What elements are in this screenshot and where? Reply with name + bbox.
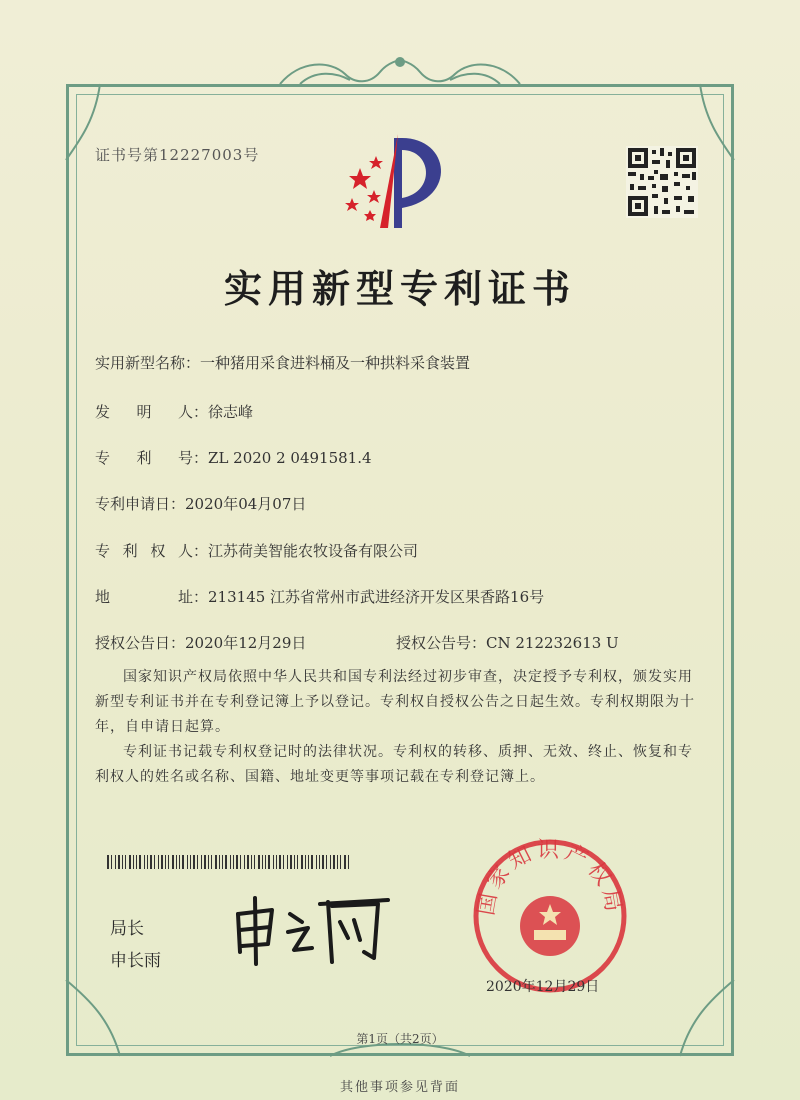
barcode-bar — [276, 855, 277, 869]
utility-model-name-label: 实用新型名称： — [95, 354, 201, 372]
barcode-bar — [165, 855, 166, 869]
patent-number-value: ZL 2020 2 0491581.4 — [208, 449, 372, 467]
barcode-bar — [340, 855, 341, 869]
barcode-bar — [125, 855, 126, 869]
patentee-label-char: 利 — [122, 542, 138, 560]
barcode-bar — [265, 855, 266, 869]
barcode-bar — [258, 855, 260, 869]
barcode-bar — [144, 855, 145, 869]
barcode-bar — [136, 855, 137, 869]
barcode-bar — [251, 855, 252, 869]
barcode-bar — [348, 855, 349, 869]
application-date-row — [95, 493, 306, 514]
inventor-label-char: 发 — [95, 403, 111, 421]
barcode-bar — [168, 855, 169, 869]
utility-model-name-row — [95, 352, 470, 373]
barcode-bar — [330, 855, 331, 869]
application-date-value: 2020年04月07日 — [185, 495, 307, 513]
barcode-bar — [225, 855, 227, 869]
barcode-bar — [111, 855, 112, 869]
patent-label-char: 利 — [136, 449, 152, 467]
barcode-bar — [147, 855, 148, 869]
official-seal-icon — [470, 836, 630, 996]
inventor-label-char: 人 — [177, 403, 193, 421]
barcode-bar — [308, 855, 309, 869]
barcode-bar — [122, 855, 123, 869]
barcode-bar — [305, 855, 306, 869]
certificate-title: 实用新型专利证书 — [223, 266, 576, 311]
barcode-bar — [262, 855, 263, 869]
grant-number-row — [396, 632, 619, 653]
patentee-label-char: 权 — [150, 542, 166, 560]
director-title: 局长 — [110, 919, 144, 939]
page-number: 第1页（共2页） — [356, 1032, 444, 1046]
inventor-label-char: 明 — [136, 403, 152, 421]
barcode-bar — [297, 855, 298, 869]
grant-date-value: 2020年12月29日 — [185, 634, 307, 652]
patent-number-row: 专 利 号 ：ZL 2020 2 0491581.4 — [95, 449, 372, 467]
barcode-bar — [316, 855, 317, 869]
barcode-bar — [154, 855, 155, 869]
patentee-row: 专 利 权 人 ：江苏荷美智能农牧设备有限公司 — [95, 542, 419, 560]
barcode-bar — [215, 855, 217, 869]
footer-note: 其他事项参见背面 — [339, 1080, 460, 1095]
barcode-bar — [197, 855, 198, 869]
barcode-bar — [118, 855, 120, 869]
barcode-bar — [290, 855, 292, 869]
barcode-bar — [273, 855, 274, 869]
address-value: 213145 江苏省常州市武进经济开发区果香路16号 — [208, 588, 545, 606]
patentee-label — [95, 540, 193, 561]
barcode-bar — [172, 855, 174, 869]
address-label — [95, 586, 193, 607]
utility-model-name-value: 一种猪用采食进料桶及一种拱料采食装置 — [200, 354, 471, 372]
barcode-bar — [158, 855, 159, 869]
barcode-bar — [179, 855, 180, 869]
application-date-label: 专利申请日： — [95, 495, 186, 513]
director-name: 申长雨 — [110, 951, 161, 971]
barcode-bar — [333, 855, 335, 869]
barcode-bar — [139, 855, 141, 869]
grant-date-row — [95, 632, 306, 653]
barcode-bar — [176, 855, 177, 869]
barcode-bar — [287, 855, 288, 869]
address-row: 地 址 ：213145 江苏省常州市武进经济开发区果香路16号 — [95, 588, 545, 606]
barcode-bar — [211, 855, 212, 869]
barcode-bar — [187, 855, 188, 869]
barcode-bar — [201, 855, 202, 869]
barcode-bar — [326, 855, 327, 869]
legal-paragraph-1: 国家知识产权局依照中华人民共和国专利法经过初步审查，决定授予专利权，颁发实用新型专利证书并在专利登记簿上予以登记。专利权自授权公告之日起生效。专利权期限为十年，自申请日起算。 — [95, 669, 695, 735]
barcode-bar — [219, 855, 220, 869]
grant-number-value: CN 212232613 U — [486, 634, 619, 652]
grant-number-label: 授权公告号： — [396, 634, 487, 652]
address-label-char: 址 — [177, 588, 193, 606]
patentee-label-char: 专 — [95, 542, 111, 560]
patent-label-char: 专 — [95, 449, 111, 467]
barcode-bar — [254, 855, 255, 869]
barcode-bar — [107, 855, 109, 869]
barcode-bar — [244, 855, 245, 869]
barcode-bar — [301, 855, 303, 869]
barcode-bar — [182, 855, 184, 869]
barcode-bar — [230, 855, 231, 869]
barcode-bar — [283, 855, 284, 869]
barcode-bar — [150, 855, 152, 869]
inventor-value: 徐志峰 — [208, 403, 254, 421]
address-label-char: 地 — [95, 588, 111, 606]
inventor-row: 发 明 人 ：徐志峰 — [95, 403, 254, 421]
svg-text:国家知识产权局: 国家知识产权局 — [473, 838, 627, 918]
patentee-label-char: 人 — [177, 542, 193, 560]
barcode-bar — [190, 855, 191, 869]
patent-label-char: 号 — [177, 449, 193, 467]
barcode-bar — [233, 855, 234, 869]
barcode-bar — [294, 855, 295, 869]
legal-paragraph-2: 专利证书记载专利权登记时的法律状况。专利权的转移、质押、无效、终止、恢复和专利权人的姓名或名称、国籍、地址变更等事项记载在专利登记簿上。 — [95, 744, 693, 785]
barcode-bar — [319, 855, 320, 869]
qr-code-icon — [626, 146, 698, 218]
director-signature-icon — [228, 892, 398, 972]
patent-number-label — [95, 447, 193, 468]
barcode-bar — [208, 855, 209, 869]
barcode-bar — [240, 855, 241, 869]
barcode-bar — [193, 855, 195, 869]
barcode-bar — [222, 855, 223, 869]
inventor-label — [95, 401, 193, 422]
barcode-bar — [129, 855, 131, 869]
barcode-bar — [204, 855, 206, 869]
barcode-bar — [161, 855, 163, 869]
patent-office-emblem-icon — [340, 128, 460, 238]
barcode-bar — [115, 855, 116, 869]
barcode-bar — [344, 855, 346, 869]
certificate-number: 证书号第12227003号 — [95, 146, 260, 164]
grant-date-label: 授权公告日： — [95, 634, 186, 652]
barcode-bar — [322, 855, 324, 869]
patentee-value: 江苏荷美智能农牧设备有限公司 — [208, 542, 419, 560]
barcode-bar — [236, 855, 238, 869]
barcode-bar — [279, 855, 281, 869]
barcode-icon — [107, 855, 352, 869]
barcode-bar — [133, 855, 134, 869]
barcode-bar — [311, 855, 313, 869]
barcode-bar — [247, 855, 249, 869]
barcode-bar — [337, 855, 338, 869]
barcode-bar — [268, 855, 270, 869]
seal-date: 2020年12月29日 — [486, 979, 600, 995]
